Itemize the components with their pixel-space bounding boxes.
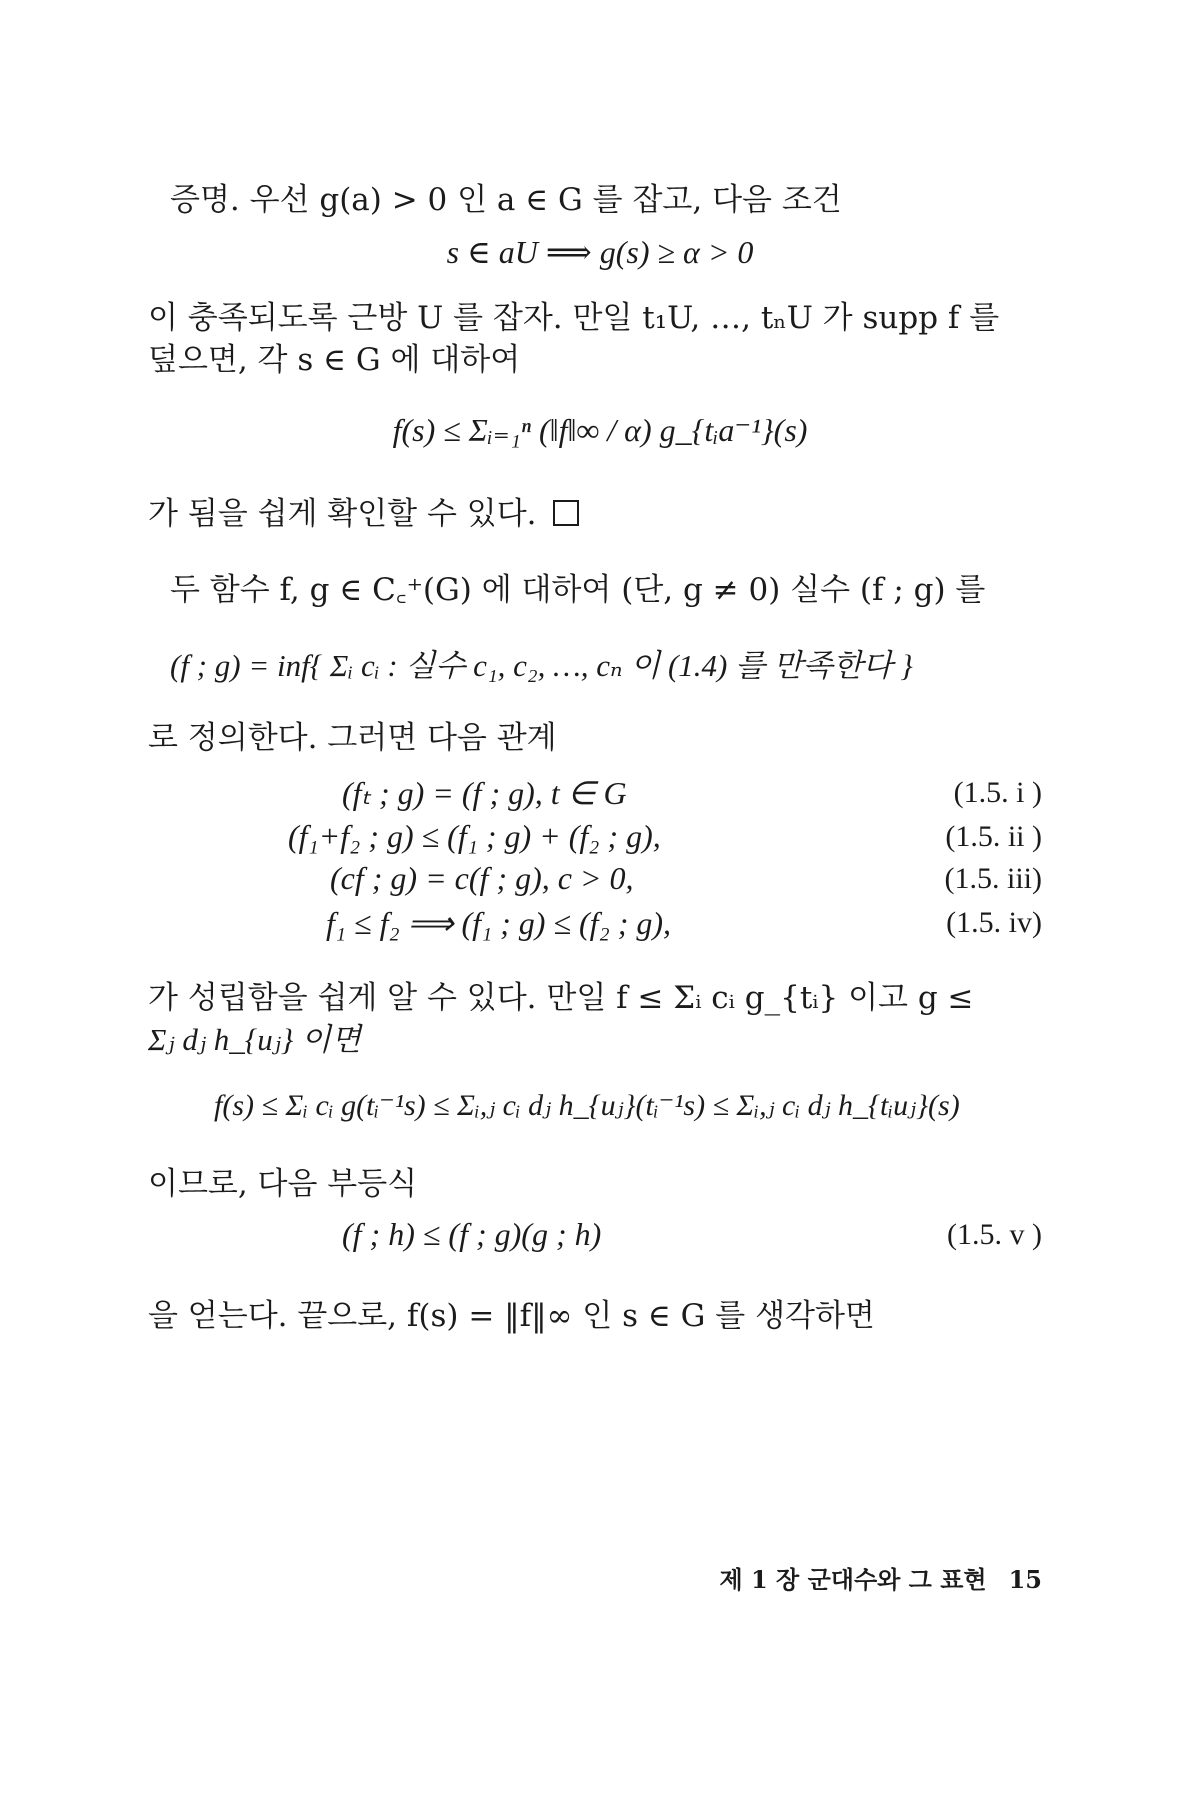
- text-line-9: 로 정의한다. 그러면 다음 관계: [148, 720, 557, 756]
- page-number: 15: [1008, 1565, 1042, 1594]
- definition-formula: (f ; g) = inf{ Σᵢ cᵢ : 실수 c₁, c₂, …, cₙ 이 (1.4) 를 만족한다 }: [170, 648, 913, 683]
- text-line-19: 을 얻는다. 끝으로, f(s) = ‖f‖∞ 인 s ∈ G 를 생각하면: [148, 1298, 875, 1334]
- text-line-17: 이므로, 다음 부등식: [148, 1166, 418, 1202]
- text-line-15: Σⱼ dⱼ h_{uⱼ} 이면: [148, 1022, 361, 1057]
- text-line-3: 이 충족되도록 근방 U 를 잡자. 만일 t₁U, …, tₙU 가 supp f 를: [148, 300, 1000, 336]
- chapter-title: 제 1 장 군대수와 그 표현: [719, 1565, 987, 1594]
- equation-label-1-5-iii: (1.5. iii): [944, 862, 1042, 895]
- page-footer: [719, 1560, 1042, 1595]
- equation-1-5-v: (f ; h) ≤ (f ; g)(g ; h): [342, 1216, 602, 1252]
- proof-line-1: 증명. 우선 g(a) > 0 인 a ∈ G 를 잡고, 다음 조건: [170, 182, 842, 218]
- equation-label-1-5-ii: (1.5. ii ): [945, 820, 1042, 853]
- equation-1-5-iv: f₁ ≤ f₂ ⟹ (f₁ ; g) ≤ (f₂ ; g),: [326, 905, 671, 941]
- equation-1-5-i: (fₜ ; g) = (f ; g), t ∈ G: [342, 775, 627, 811]
- qed-square-icon: [553, 500, 579, 526]
- equation-label-1-5-iv: (1.5. iv): [946, 906, 1042, 939]
- condition-formula: s ∈ aU ⟹ g(s) ≥ α > 0: [446, 234, 754, 270]
- definition-line: 두 함수 f, g ∈ C꜀⁺(G) 에 대하여 (단, g ≠ 0) 실수 (f ; g) 를: [170, 572, 986, 608]
- chain-inequality: f(s) ≤ Σᵢ cᵢ g(tᵢ⁻¹s) ≤ Σᵢ,ⱼ cᵢ dⱼ h_{uⱼ}(tᵢ⁻¹s) ≤ Σᵢ,ⱼ cᵢ dⱼ h_{tᵢuⱼ}(s): [214, 1089, 960, 1122]
- text-line-14: 가 성립함을 쉽게 알 수 있다. 만일 f ≤ Σᵢ cᵢ g_{tᵢ} 이고 g ≤: [148, 980, 974, 1016]
- text-line-6: 가 됨을 쉽게 확인할 수 있다.: [148, 488, 579, 533]
- equation-1-5-ii: (f₁+f₂ ; g) ≤ (f₁ ; g) + (f₂ ; g),: [288, 818, 661, 854]
- text-line-4: 덮으면, 각 s ∈ G 에 대하여: [148, 342, 521, 378]
- equation-1-5-iii: (cf ; g) = c(f ; g), c > 0,: [330, 860, 634, 896]
- equation-label-1-5-i: (1.5. i ): [953, 776, 1042, 809]
- equation-label-1-5-v: (1.5. v ): [947, 1218, 1042, 1251]
- sum-inequality: f(s) ≤ Σᵢ₌₁ⁿ (‖f‖∞ / α) g_{tᵢa⁻¹}(s): [392, 412, 808, 448]
